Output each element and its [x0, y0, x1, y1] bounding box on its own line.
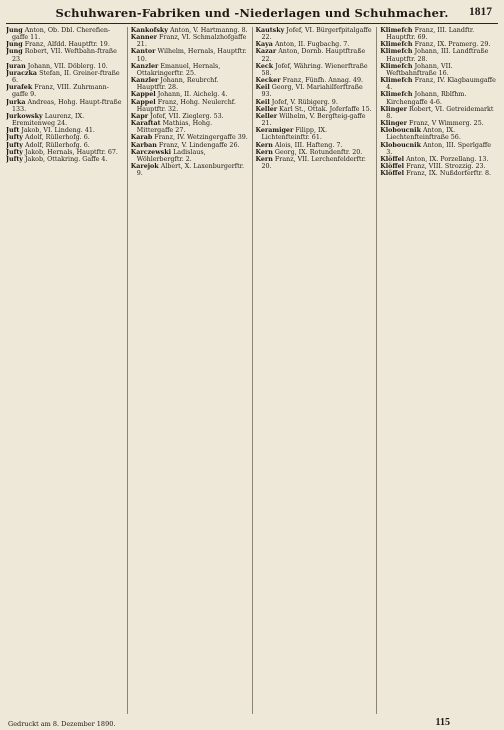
listing-entry	[6, 113, 124, 127]
listing-entry	[6, 142, 124, 149]
entry-details: Georg, IX. Rotundenftr. 20.	[274, 148, 363, 156]
entry-surname: Kantor	[130, 48, 156, 56]
entry-details: Andreas, Hohg. Haupt-ftraße 133.	[12, 98, 122, 113]
entry-surname: Jufty	[6, 141, 23, 149]
entry-details: Franz, Fünfh. Annag. 49.	[282, 77, 364, 85]
entry-details: Alois, III. Hafteng. 7.	[274, 141, 343, 149]
entry-details: Wilhelm, Hernals, Hauptftr. 10.	[136, 48, 247, 63]
entry-surname: Jufty	[6, 155, 23, 163]
entry-surname: Keil	[255, 98, 270, 106]
listing-entry	[6, 156, 124, 163]
entry-surname: Karab	[130, 134, 153, 142]
entry-surname: Kanzler	[130, 77, 159, 85]
listing-entry	[380, 77, 498, 91]
entry-details: Jofef, V. Rübigerg. 9.	[271, 98, 338, 106]
entry-details: Franz, III. Landftr. Hauptftr. 69.	[386, 27, 475, 42]
listing-entry	[256, 106, 374, 113]
entry-details: Robert, VII. Weftbahn-ftraße 23.	[12, 48, 117, 63]
entry-surname: Kankofsky	[130, 27, 168, 34]
entry-surname: Jufty	[6, 148, 23, 156]
entry-details: Anton, II. Fugbachg. 7.	[274, 41, 350, 49]
listing-entry	[131, 48, 249, 62]
listing-entry	[6, 70, 124, 84]
entry-details: Anton, V. Hartmanng. 8.	[170, 27, 248, 34]
entry-details: Franz, VII. Lerchenfelderftr. 20.	[261, 155, 366, 170]
entry-details: Jakob, Hernals, Hauptftr. 67.	[25, 148, 118, 156]
entry-details: Franz, VI. Schmalzhofgaffe 21.	[136, 34, 247, 49]
entry-surname: Jurka	[6, 98, 26, 106]
entry-details: Mathias, Hohg. Mittergaffe 27.	[136, 120, 213, 135]
entry-surname: Jung	[6, 27, 23, 34]
entry-surname: Klöffel	[380, 170, 405, 178]
listing-entry	[256, 27, 374, 41]
entry-details: Franz, VIII. Zuhrmann-gaffe 9.	[12, 84, 109, 99]
entry-details: Karl St., Ottak. Joferfaffe 15.	[279, 105, 372, 113]
entry-details: Johann, VII. Döblerg. 10.	[27, 62, 108, 70]
entry-details: Franz, V. Lindengaffe 26.	[158, 141, 240, 149]
entry-details: Franz, Hohg. Neulerchf. Hauptftr. 32.	[136, 98, 236, 113]
entry-details: Franz, IV. Klagbaumgaffe 4.	[386, 77, 496, 92]
entry-surname: Kazar	[255, 48, 277, 56]
entry-surname: Kanzler	[130, 62, 159, 70]
entry-surname: Kecker	[255, 77, 281, 85]
listing-entry	[131, 142, 249, 149]
column-3	[252, 27, 374, 714]
listing-entry	[380, 63, 498, 77]
entry-details: Jofef, VII. Zieglerg. 53.	[150, 112, 224, 120]
entry-surname: Karejok	[130, 162, 159, 170]
entry-surname: Kanner	[130, 34, 157, 42]
listing-entry	[6, 63, 124, 70]
entry-details: Adolf, Rüllerhofg. 6.	[25, 134, 90, 142]
listing-entry	[6, 84, 124, 98]
entry-details: Jofef, VI. Bürgerfpitalgaffe 22.	[261, 27, 372, 42]
entry-surname: Jufty	[6, 134, 23, 142]
entry-surname: Karczewski	[130, 148, 172, 156]
entry-surname: Karban	[130, 141, 157, 149]
entry-surname: Klimefch	[380, 27, 413, 34]
page-number-bottom: 115	[435, 717, 450, 728]
entry-surname: Juran	[6, 62, 26, 70]
entry-surname: Klinger	[380, 105, 408, 113]
listing-entry	[6, 149, 124, 156]
entry-surname: Jung	[6, 48, 23, 56]
entry-surname: Keck	[255, 62, 274, 70]
entry-surname: Kappel	[130, 98, 156, 106]
listing-entry	[380, 127, 498, 141]
entry-details: Franz, IX. Pramerg. 29.	[414, 41, 491, 49]
entry-details: Franz, IV. Wetzingergaffe 39.	[154, 134, 248, 142]
entry-surname: Klimefch	[380, 48, 413, 56]
entry-surname: Keller	[255, 112, 278, 120]
page-header	[8, 6, 496, 24]
entry-surname: Klimefch	[380, 91, 413, 99]
entry-details: Adolf, Rüllerhofg. 6.	[25, 141, 90, 149]
listing-entry	[256, 63, 374, 77]
entry-surname: Klöffel	[380, 155, 405, 163]
entry-surname: Kern	[255, 148, 273, 156]
entry-details: Jakob, VI. Lindeng. 41.	[21, 127, 95, 135]
listing-entry	[131, 120, 249, 134]
listing-entry	[131, 91, 249, 98]
listing-entry	[131, 149, 249, 163]
entry-details: Johann, VII. Weftbahnftraße 16.	[386, 62, 453, 77]
entry-surname: Kaya	[255, 41, 273, 49]
listing-entry	[6, 99, 124, 113]
listing-entry	[256, 156, 374, 170]
entry-details: Johann, II. Aichelg. 4.	[157, 91, 228, 99]
entry-details: Robert, VI. Getreidemarkt 8.	[386, 105, 494, 120]
listing-entry	[256, 99, 374, 106]
listing-entry	[256, 113, 374, 127]
listing-entry	[131, 134, 249, 141]
entry-surname: Kapr	[130, 112, 149, 120]
entry-surname: Klimefch	[380, 62, 413, 70]
listing-entry	[380, 156, 498, 163]
entry-surname: Jung	[6, 41, 23, 49]
listing-entry	[131, 63, 249, 77]
entry-surname: Klimefch	[380, 77, 413, 85]
entry-details: Anton, IX. Porzellang. 13.	[406, 155, 489, 163]
listing-entry	[256, 84, 374, 98]
entry-surname: Kern	[255, 141, 273, 149]
entry-details: Anton, IX. Liechtenfteinftraße 56.	[386, 127, 461, 142]
entry-surname: Jurkowsky	[6, 112, 43, 120]
listing-entry	[380, 48, 498, 62]
listing-entry	[131, 99, 249, 113]
listing-entry	[380, 27, 498, 41]
entry-surname: Jurafek	[6, 84, 33, 92]
entry-details: Stefan, II. Greiner-ftraße 6.	[12, 69, 120, 85]
listing-entry	[380, 142, 498, 156]
entry-surname: Klöffel	[380, 162, 405, 170]
column-4	[376, 27, 498, 714]
page-number-top: 1817	[469, 6, 492, 18]
entry-details: Emanuel, Hernals, Ottakringerftr. 25.	[136, 62, 221, 77]
entry-surname: Keller	[255, 105, 278, 113]
entry-surname: Klinger	[380, 120, 408, 128]
listing-columns	[6, 27, 498, 714]
entry-details: Johann, III. Landftraße Hauptftr. 28.	[386, 48, 489, 63]
entry-details: Filipp, IX. Lichtenfteinftr. 61.	[261, 127, 328, 142]
entry-details: Franz, Alfdd. Hauptftr. 19.	[24, 41, 110, 49]
entry-surname: Kautsky	[255, 27, 285, 34]
listing-entry	[6, 48, 124, 62]
entry-details: Laurenz, IX. Eremitenweg 24.	[12, 112, 85, 128]
entry-surname: Kern	[255, 155, 273, 163]
listing-entry	[380, 170, 498, 177]
page-footer	[8, 716, 496, 728]
page-title: Schuhwaren-Fabriken und -Niederlagen und Schuhmacher.	[55, 6, 449, 20]
entry-details: Franz, V Wimmerg. 25.	[409, 120, 484, 128]
listing-entry	[256, 142, 374, 149]
listing-entry	[380, 91, 498, 105]
entry-details: Wilhelm, V. Bergfteig-gaffe 21.	[261, 112, 366, 128]
entry-details: Georg, VI. Mariahilferftraße 93.	[261, 84, 363, 99]
listing-entry	[6, 27, 124, 41]
entry-surname: Kloboucnik	[380, 141, 421, 149]
entry-details: Anton, Ob. Dbl. Cherefien-gaffe 11.	[12, 27, 111, 42]
listing-entry	[256, 127, 374, 141]
entry-details: Albert, X. Laxenburgerftr. 9.	[136, 162, 244, 178]
entry-details: Anton, III. Sperlgaffe 3.	[386, 141, 492, 156]
entry-details: Johann, Rblfhm. Kirchengaffe 4-6.	[386, 91, 467, 106]
listing-entry	[256, 149, 374, 156]
entry-details: Franz, VIII. Strozzig. 23.	[406, 162, 486, 170]
entry-details: Jakob, Ottakring. Gaffe 4.	[25, 155, 108, 163]
column-2	[127, 27, 249, 714]
print-date: Gedruckt am 8. Dezember 1890.	[8, 720, 116, 728]
entry-surname: Juraczka	[6, 69, 38, 77]
entry-details: Anton, Dornb. Hauptftraße 22.	[261, 48, 366, 63]
entry-surname: Klimefch	[380, 41, 413, 49]
entry-surname: Keramiger	[255, 127, 294, 135]
entry-surname: Juft	[6, 127, 20, 135]
entry-details: Jofef, Währing. Wienerftraße 58.	[261, 62, 368, 77]
listing-entry	[380, 106, 498, 120]
entry-surname: Kappel	[130, 91, 156, 99]
entry-surname: Karaftat	[130, 120, 161, 128]
listing-entry	[131, 113, 249, 120]
listing-entry	[131, 34, 249, 48]
listing-entry	[256, 48, 374, 62]
entry-details: Franz, IX. Nußdorferftr. 8.	[406, 170, 492, 178]
header-rule	[6, 23, 498, 24]
entry-surname: Keil	[255, 84, 270, 92]
listing-entry	[131, 163, 249, 177]
entry-details: Johann, Reubrchf. Hauptftr. 28.	[136, 77, 219, 92]
column-1	[6, 27, 124, 714]
listing-entry	[6, 134, 124, 141]
entry-surname: Kloboucnik	[380, 127, 421, 135]
listing-entry	[131, 77, 249, 91]
entry-details: Ladislaus, Wöhlerbergftr. 2.	[136, 148, 206, 163]
